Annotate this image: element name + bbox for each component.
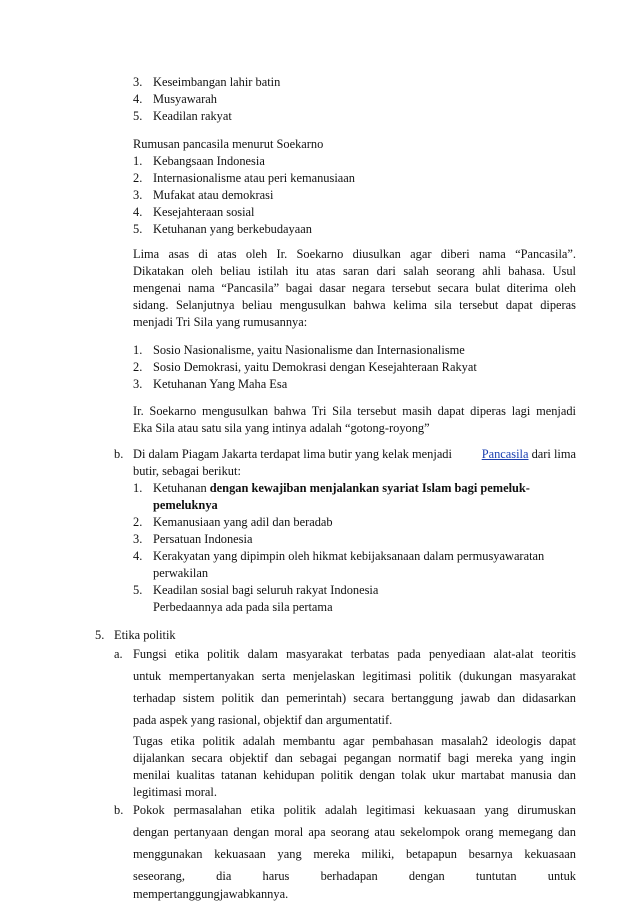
- list-number: 1.: [133, 154, 143, 168]
- list-item: Keseimbangan lahir batin: [153, 75, 281, 89]
- paragraph-line: Ir. Soekarno mengusulkan bahwa Tri Sila tersebut masih dapat diperas lagi menjadi: [133, 404, 576, 418]
- list-number: 2.: [133, 360, 143, 374]
- list-number: 1.: [133, 481, 143, 495]
- paragraph-line: mempertanggungjawabkannya.: [133, 887, 289, 901]
- list-item: Kemanusiaan yang adil dan beradab: [153, 515, 333, 529]
- list-number: 3.: [133, 532, 143, 546]
- bold-text: pemeluknya: [153, 498, 218, 512]
- paragraph-line: Lima asas di atas oleh Ir. Soekarno diusulkan agar diberi nama “Pancasila”.: [133, 247, 576, 261]
- list-number: 2.: [133, 515, 143, 529]
- list-item: Ketuhanan Yang Maha Esa: [153, 377, 288, 391]
- paragraph-line: menggunakan kekuasaan yang mereka miliki, betapapun besarnya kekuasaan: [133, 847, 576, 861]
- text-segment: Di dalam Piagam Jakarta terdapat lima butir yang kelak menjadi: [133, 447, 452, 461]
- paragraph-line: Fungsi etika politik dalam masyarakat terbatas pada penyediaan alat-alat teoritis: [133, 647, 576, 661]
- paragraph-line: mengenai nama “Pancasila” bagai dasar negara tersebut secara bulat diterima oleh: [133, 281, 576, 295]
- paragraph-line: Eka Sila atau satu sila yang intinya adalah “gotong-royong”: [133, 421, 430, 435]
- list-item: Internasionalisme atau peri kemanusiaan: [153, 171, 355, 185]
- list-item: Sosio Demokrasi, yaitu Demokrasi dengan Kesejahteraan Rakyat: [153, 360, 477, 374]
- list-marker: b.: [114, 447, 124, 461]
- paragraph-line: seseorang, dia harus berhadapan dengan tuntutan untuk: [133, 869, 576, 883]
- note-text: Perbedaannya ada pada sila pertama: [153, 600, 333, 614]
- bold-text: dengan kewajiban menjalankan syariat Islam bagi pemeluk-: [209, 481, 530, 495]
- list-item: Ketuhanan yang berkebudayaan: [153, 222, 312, 236]
- paragraph-line: Tugas etika politik adalah membantu agar pembahasan masalah2 ideologis dapat: [133, 734, 576, 748]
- paragraph-line: butir, sebagai berikut:: [133, 464, 241, 478]
- list-item: Musyawarah: [153, 92, 217, 106]
- paragraph-line: Dikatakan oleh beliau istilah itu atas saran dari salah seorang ahli bahasa. Usul: [133, 264, 576, 278]
- list-item-continuation: perwakilan: [153, 566, 209, 580]
- pancasila-link[interactable]: Pancasila: [481, 447, 529, 461]
- list-number: 1.: [133, 343, 143, 357]
- paragraph-line: dengan pertanyaan dengan moral apa seorang atau sekelompok orang memegang dan: [133, 825, 576, 839]
- list-item: Mufakat atau demokrasi: [153, 188, 274, 202]
- list-item: Keadilan sosial bagi seluruh rakyat Indonesia: [153, 583, 379, 597]
- section-heading: Rumusan pancasila menurut Soekarno: [133, 137, 324, 151]
- paragraph-line: menjadi Tri Sila yang rumusannya:: [133, 315, 308, 329]
- list-marker: 5.: [95, 628, 105, 642]
- list-item: Keadilan rakyat: [153, 109, 232, 123]
- text-segment: Ketuhanan: [153, 481, 207, 495]
- list-number: 4.: [133, 92, 143, 106]
- paragraph-line: sidang. Selanjutnya beliau mengusulkan bahwa kelima sila tersebut dapat diperas: [133, 298, 576, 312]
- list-item: [153, 480, 530, 497]
- list-item: Kebangsaan Indonesia: [153, 154, 265, 168]
- list-number: 5.: [133, 222, 143, 236]
- paragraph-line: menilai kualitas tatanan kehidupan politik dengan tolak ukur martabat manusia dan: [133, 768, 576, 782]
- text-segment: dari lima: [531, 447, 576, 461]
- list-marker: a.: [114, 647, 123, 661]
- list-number: 4.: [133, 549, 143, 563]
- paragraph-line: untuk mempertanyakan serta menjelaskan legitimasi politik (dukungan masyarakat: [133, 669, 576, 683]
- list-marker: b.: [114, 803, 124, 817]
- list-number: 3.: [133, 188, 143, 202]
- paragraph-line: Pokok permasalahan etika politik adalah legitimasi kekuasaan yang dirumuskan: [133, 803, 576, 817]
- paragraph-line: pada aspek yang rasional, objektif dan argumentatif.: [133, 713, 393, 727]
- paragraph-line: terhadap sistem politik dan pemerintah) secara bertanggung jawab dan didasarkan: [133, 691, 576, 705]
- list-number: 2.: [133, 171, 143, 185]
- list-item: Kerakyatan yang dipimpin oleh hikmat kebijaksanaan dalam permusyawaratan: [153, 549, 545, 563]
- list-number: 5.: [133, 583, 143, 597]
- list-item: Persatuan Indonesia: [153, 532, 253, 546]
- list-number: 5.: [133, 109, 143, 123]
- list-number: 3.: [133, 75, 143, 89]
- paragraph-line: dijalankan secara objektif dan sebagai pegangan normatif bagi mereka yang ingin: [133, 751, 576, 765]
- paragraph-line: legitimasi moral.: [133, 785, 217, 799]
- section-heading: Etika politik: [114, 628, 176, 642]
- list-item: Kesejahteraan sosial: [153, 205, 255, 219]
- list-number: 3.: [133, 377, 143, 391]
- paragraph-line: [133, 446, 576, 463]
- list-item: Sosio Nasionalisme, yaitu Nasionalisme dan Internasionalisme: [153, 343, 465, 357]
- list-number: 4.: [133, 205, 143, 219]
